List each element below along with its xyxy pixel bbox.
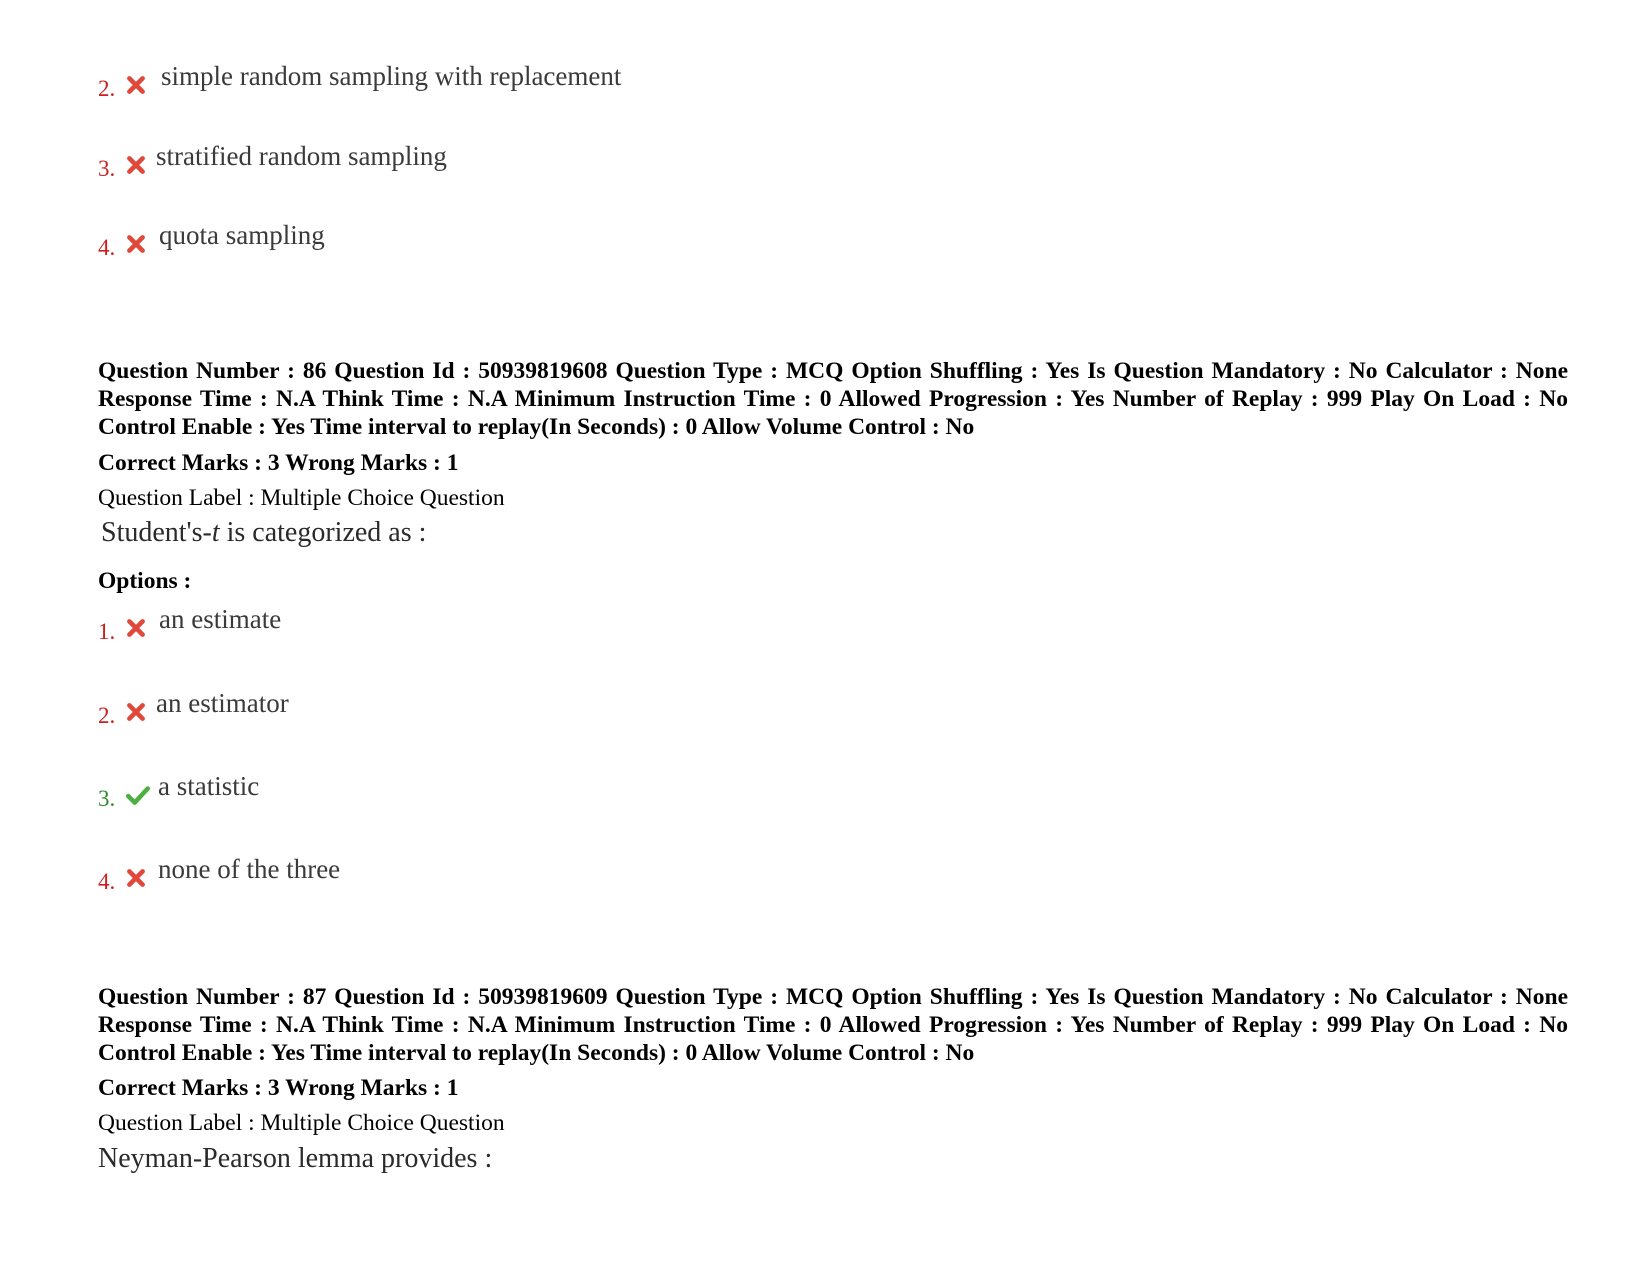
- option-row: [98, 62, 998, 102]
- cross-icon: [125, 154, 147, 176]
- option-number: 2.: [98, 703, 116, 728]
- option-text: none of the three: [158, 854, 341, 884]
- option-number: 3.: [98, 786, 116, 811]
- option-number: 2.: [98, 76, 116, 101]
- question-86-marks: Correct Marks : 3 Wrong Marks : 1: [98, 450, 459, 476]
- cross-icon: [125, 701, 147, 723]
- check-icon: [125, 784, 151, 806]
- cross-icon: [125, 867, 147, 889]
- question-87-meta: Question Number : 87 Question Id : 50939819609 Question Type : MCQ Option Shuffling : Yes Is Question Mandatory : No Calculator : None Response Time : N.A Think Time : N.A Minimum Instruction Time : 0 Allowed Progression : Yes Number of Replay : 999 Play On Load : No Control Enable : Yes Time interval to replay(In Seconds) : 0 Allow Volume Control : No: [98, 984, 1568, 1066]
- option-row: [98, 142, 998, 182]
- option-row: [98, 221, 998, 261]
- cross-icon: [125, 74, 147, 96]
- question-86-meta: Question Number : 86 Question Id : 50939819608 Question Type : MCQ Option Shuffling : Yes Is Question Mandatory : No Calculator : None Response Time : N.A Think Time : N.A Minimum Instruction Time : 0 Allowed Progression : Yes Number of Replay : 999 Play On Load : No Control Enable : Yes Time interval to replay(In Seconds) : 0 Allow Volume Control : No: [98, 358, 1568, 440]
- question-87-text: Neyman-Pearson lemma provides :: [98, 1143, 493, 1174]
- option-text: simple random sampling with replacement: [161, 61, 622, 91]
- option-row: [98, 855, 998, 895]
- question-86-label: Question Label : Multiple Choice Question: [98, 485, 505, 511]
- question-86-text: Student's-t is categorized as :: [101, 517, 427, 548]
- question-87-marks: Correct Marks : 3 Wrong Marks : 1: [98, 1075, 459, 1101]
- cross-icon: [125, 617, 147, 639]
- options-heading: Options :: [98, 568, 192, 594]
- option-number: 4.: [98, 869, 116, 894]
- question-87-label: Question Label : Multiple Choice Question: [98, 1110, 505, 1136]
- option-number: 1.: [98, 619, 116, 644]
- cross-icon: [125, 233, 147, 255]
- option-text: quota sampling: [159, 220, 325, 250]
- option-row: [98, 689, 998, 729]
- option-text: a statistic: [158, 771, 260, 801]
- option-text: stratified random sampling: [156, 141, 447, 171]
- option-row: [98, 605, 998, 645]
- option-text: an estimate: [159, 604, 282, 634]
- option-number: 3.: [98, 156, 116, 181]
- option-text: an estimator: [156, 688, 289, 718]
- option-row: [98, 772, 998, 812]
- option-number: 4.: [98, 235, 116, 260]
